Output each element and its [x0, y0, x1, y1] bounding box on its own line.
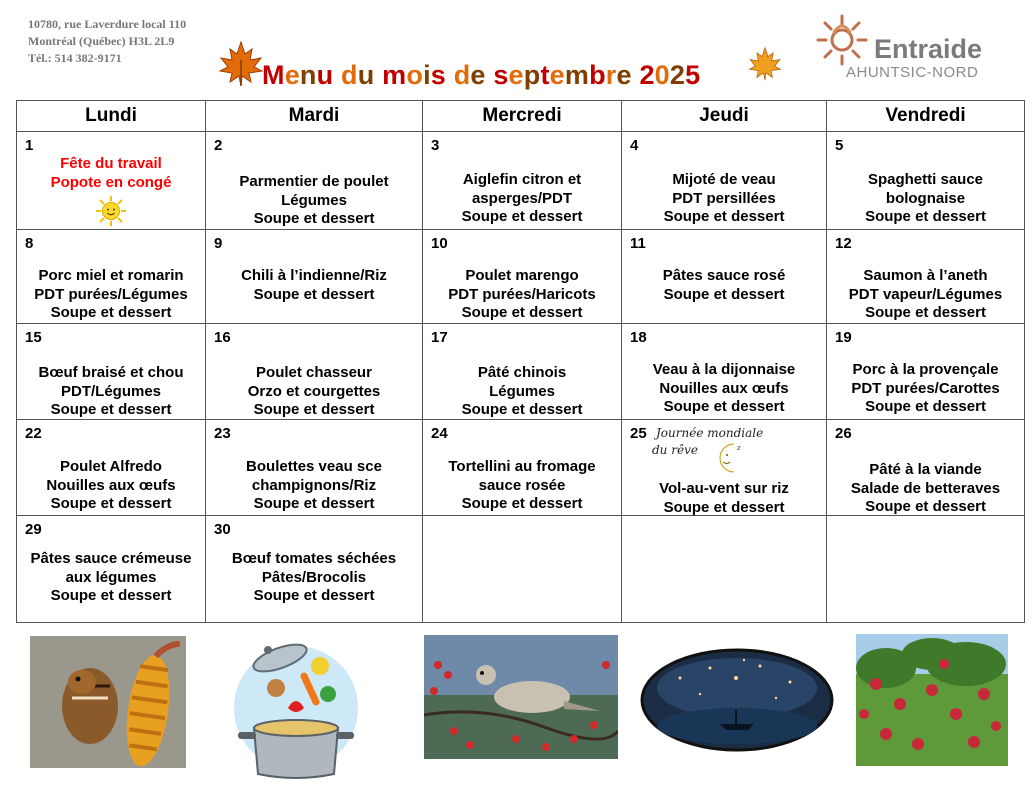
special-line: Journée mondiale [656, 426, 764, 440]
meal-line: Veau à la dijonnaise [652, 361, 796, 378]
day-cell-empty [622, 516, 827, 623]
meal-line: Soupe et dessert [253, 495, 375, 512]
meal-line: Tortellini au fromage [448, 458, 596, 475]
title-letter: 2 [669, 60, 686, 90]
title-letter: u [357, 60, 375, 90]
weekday-header: Jeudi [622, 101, 827, 132]
title-letter: 0 [654, 60, 670, 90]
day-cell [827, 324, 1025, 420]
meal-line: Pâtes sauce rosé [662, 267, 786, 284]
day-number: 18 [630, 329, 647, 346]
meal-line: Porc à la provençale [852, 361, 999, 378]
meal-line: Porc miel et romarin [38, 267, 184, 284]
day-cell [423, 324, 622, 420]
day-number: 24 [431, 425, 448, 442]
meal-line: sauce rosée [478, 476, 566, 494]
meal-line: Fête du travail [60, 155, 162, 172]
address-block [28, 16, 186, 67]
meal-line: Pâtes sauce crémeuse [30, 550, 192, 567]
meal-line: PDT purées/Haricots [448, 285, 596, 303]
meal-list [425, 267, 619, 323]
meal-line: Spaghetti sauce [867, 171, 984, 188]
meal-line: Pâté chinois [477, 364, 567, 381]
week-row [17, 516, 1025, 623]
title-letter: e [508, 60, 524, 90]
meal-line: PDT vapeur/Légumes [848, 285, 1003, 303]
meal-list [829, 267, 1022, 323]
day-cell [17, 230, 206, 324]
meal-line: Mijoté de veau [672, 171, 776, 188]
title-letter: M [262, 60, 285, 90]
meal-line: Bœuf tomates séchées [231, 550, 397, 567]
meal-list [208, 267, 420, 304]
meal-line: asperges/PDT [471, 189, 573, 207]
meal-list [19, 267, 203, 323]
meal-line: Légumes [281, 191, 347, 209]
day-cell [206, 132, 423, 230]
svg-text:z: z [737, 444, 741, 452]
meal-list [425, 171, 619, 227]
day-cell-empty [827, 516, 1025, 623]
title-letter: s [430, 60, 446, 90]
meal-line: Poulet chasseur [256, 364, 372, 381]
meal-line: Soupe et dessert [461, 495, 583, 512]
dove-berries-image [424, 635, 618, 759]
meal-line: Soupe et dessert [663, 285, 785, 303]
cooking-pot-image [222, 636, 370, 784]
weekday-header-row [17, 101, 1025, 132]
meal-line: Nouilles aux œufs [659, 379, 789, 397]
day-cell [423, 420, 622, 516]
day-cell [622, 420, 827, 516]
meal-line: Salade de betteraves [850, 479, 1001, 497]
title-letter: s [493, 60, 509, 90]
meal-line: bolognaise [885, 189, 966, 207]
meal-line: Orzo et courgettes [247, 382, 381, 400]
meal-line: Soupe et dessert [50, 401, 172, 418]
address-line: Montréal (Québec) H3L 2L9 [28, 34, 175, 48]
meal-line: Soupe et dessert [461, 304, 583, 321]
sun-icon [95, 195, 127, 227]
holiday-note [19, 155, 203, 192]
meal-line: PDT/Légumes [60, 382, 162, 400]
day-number: 8 [25, 235, 34, 252]
title-letter: r [605, 60, 617, 90]
address-line: 10780, rue Laverdure local 110 [28, 17, 187, 31]
meal-line: Soupe et dessert [50, 587, 172, 604]
logo-subtitle: AHUNTSIC-NORD [846, 64, 979, 81]
weekday-header: Lundi [17, 101, 206, 132]
maple-leaf-icon [218, 40, 264, 88]
weekday-header: Vendredi [827, 101, 1025, 132]
day-number: 10 [431, 235, 448, 252]
week-row [17, 132, 1025, 230]
meal-line: Boulettes veau sce [246, 458, 382, 475]
day-cell [17, 420, 206, 516]
special-line: du rêve [652, 443, 698, 457]
meal-line: Soupe et dessert [253, 401, 375, 418]
day-number: 4 [630, 137, 639, 154]
meal-line: Poulet Alfredo [60, 458, 162, 475]
title-letter: d [341, 60, 358, 90]
moon-icon [718, 442, 744, 474]
weekday-header: Mardi [206, 101, 423, 132]
day-cell [423, 230, 622, 324]
day-cell [622, 230, 827, 324]
menu-calendar [16, 100, 1025, 623]
meal-line: Soupe et dessert [253, 587, 375, 604]
title-letter: m [382, 60, 407, 90]
title-letter: e [470, 60, 486, 90]
day-cell [206, 324, 423, 420]
meal-list [19, 364, 203, 420]
title-letter: e [616, 60, 632, 90]
meal-list [624, 267, 824, 304]
day-cell [827, 420, 1025, 516]
meal-line: Soupe et dessert [663, 398, 785, 415]
day-cell-empty [423, 516, 622, 623]
meal-line: Parmentier de poulet [239, 173, 389, 190]
title-letter: u [316, 60, 334, 90]
title-letter: e [284, 60, 300, 90]
title-letter: 2 [639, 60, 655, 90]
day-number: 26 [835, 425, 852, 442]
title-letter [446, 60, 454, 90]
meal-line: Pâté à la viande [869, 461, 982, 478]
day-number: 17 [431, 329, 448, 346]
meal-line: Popote en congé [50, 173, 172, 191]
title-letter [374, 60, 382, 90]
meal-line: Pâtes/Brocolis [261, 568, 367, 586]
meal-line: Chili à l’indienne/Riz [241, 267, 387, 284]
meal-line: Saumon à l’aneth [863, 267, 988, 284]
meal-list [624, 361, 824, 417]
day-number: 11 [630, 235, 646, 252]
phone-line: Tél.: 514 382-9171 [28, 51, 122, 65]
title-letter: 5 [685, 60, 701, 90]
day-number: 5 [835, 137, 844, 154]
meal-line: Soupe et dessert [50, 495, 172, 512]
day-number: 2 [214, 137, 223, 154]
meal-list [208, 173, 420, 229]
logo-icon [810, 12, 874, 68]
day-number: 29 [25, 521, 42, 538]
day-number: 3 [431, 137, 440, 154]
meal-line: Soupe et dessert [663, 498, 785, 516]
day-number: 25 [630, 425, 647, 442]
title-letter: p [523, 60, 541, 90]
meal-line: Poulet marengo [465, 267, 579, 284]
day-cell [622, 132, 827, 230]
apple-tree-image [856, 634, 1008, 766]
title-letter: b [589, 60, 606, 90]
page-title [262, 60, 700, 91]
meal-line: PDT purées/Carottes [851, 379, 1000, 397]
meal-list [829, 461, 1022, 517]
day-number: 19 [835, 329, 852, 346]
chipmunk-corn-image [30, 636, 186, 768]
meal-line: Soupe et dessert [865, 304, 986, 321]
meal-line: Vol-au-vent sur riz [659, 480, 789, 497]
meal-line: Soupe et dessert [461, 401, 583, 418]
meal-line: Soupe et dessert [663, 208, 785, 225]
meal-list [19, 458, 203, 514]
meal-line: Soupe et dessert [865, 498, 986, 515]
day-number: 15 [25, 329, 42, 346]
meal-list [208, 364, 420, 420]
week-row [17, 230, 1025, 324]
day-cell [17, 132, 206, 230]
day-cell [206, 230, 423, 324]
meal-line: PDT purées/Légumes [34, 285, 188, 303]
meal-list [425, 458, 619, 514]
meal-list [425, 364, 619, 420]
day-cell [423, 132, 622, 230]
night-boat-image [640, 648, 834, 752]
meal-line: Soupe et dessert [50, 304, 172, 321]
day-cell [827, 230, 1025, 324]
meal-list [829, 361, 1022, 417]
meal-line: Soupe et dessert [253, 285, 375, 303]
meal-line: Aiglefin citron et [462, 171, 582, 188]
meal-line: champignons/Riz [251, 476, 377, 494]
title-letter: e [549, 60, 565, 90]
special-day-note [652, 425, 764, 459]
day-cell [17, 324, 206, 420]
title-letter [333, 60, 341, 90]
meal-list [19, 550, 203, 606]
day-cell [206, 516, 423, 623]
logo-name: Entraide [874, 34, 983, 64]
meal-list [624, 480, 824, 517]
day-cell [827, 132, 1025, 230]
meal-line: aux légumes [65, 568, 157, 586]
title-letter: m [564, 60, 590, 90]
week-row [17, 420, 1025, 516]
day-cell [17, 516, 206, 623]
title-letter: o [406, 60, 424, 90]
day-cell [206, 420, 423, 516]
day-number: 23 [214, 425, 231, 442]
meal-line: Soupe et dessert [865, 398, 986, 415]
meal-list [624, 171, 824, 227]
meal-line: PDT persillées [672, 189, 776, 207]
day-number: 12 [835, 235, 852, 252]
meal-list [208, 458, 420, 514]
meal-line: Bœuf braisé et chou [38, 364, 184, 381]
day-number: 9 [214, 235, 223, 252]
meal-line: Nouilles aux œufs [46, 476, 176, 494]
day-number: 30 [214, 521, 231, 538]
day-number: 22 [25, 425, 42, 442]
title-letter: i [423, 60, 431, 90]
day-number: 1 [25, 137, 34, 154]
meal-line: Soupe et dessert [253, 210, 375, 227]
week-row [17, 324, 1025, 420]
day-number: 16 [214, 329, 231, 346]
organization-logo [810, 12, 990, 82]
meal-line: Légumes [489, 382, 555, 400]
day-cell [622, 324, 827, 420]
meal-list [208, 550, 420, 606]
meal-line: Soupe et dessert [461, 208, 583, 225]
meal-list [829, 171, 1022, 227]
maple-leaf-icon [748, 44, 782, 84]
title-letter: t [540, 60, 550, 90]
title-letter: n [299, 60, 317, 90]
title-letter: d [453, 60, 471, 90]
weekday-header: Mercredi [423, 101, 622, 132]
meal-line: Soupe et dessert [865, 208, 986, 225]
